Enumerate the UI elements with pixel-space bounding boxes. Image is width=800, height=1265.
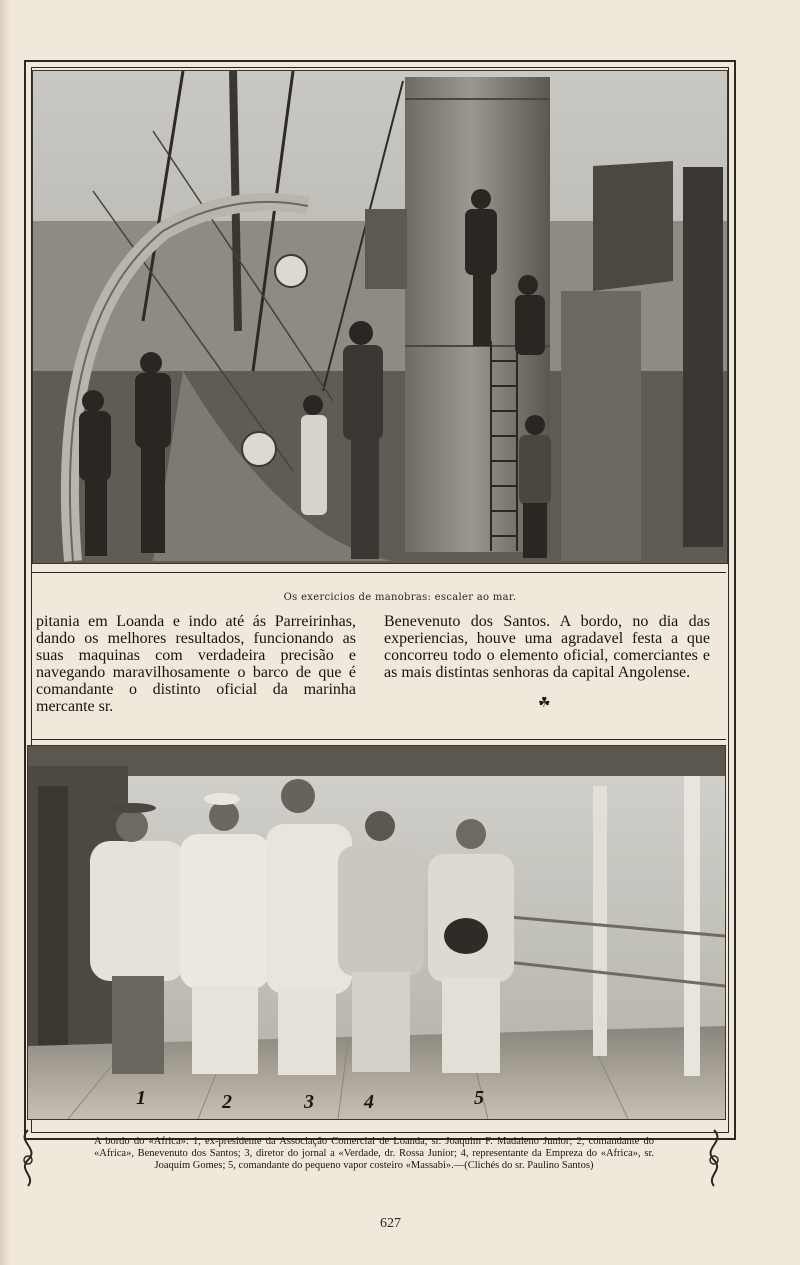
page-number: 627 (380, 1216, 401, 1231)
page-edge-shadow (0, 0, 10, 1265)
top-photo-ship-manoeuvres (32, 70, 728, 564)
figure-number-1: 1 (136, 1087, 146, 1109)
figure-number-5: 5 (474, 1087, 484, 1109)
bottom-photo-group-on-deck (27, 745, 726, 1120)
top-photo-illustration (33, 71, 727, 563)
top-photo-caption: Os exercicios de manobras: escaler ao mar. (283, 592, 517, 603)
left-corner-ornament-icon (14, 1128, 42, 1188)
figure-number-2: 2 (222, 1091, 232, 1113)
figure-number-3: 3 (304, 1091, 314, 1113)
article-left-column: pitania em Loanda e indo até ás Parreirinhas, dando os melhores resultados, funcionando as suas maquinas com verdadeira precisão e navegando maravilhosamente o barco de que é comandante o distinto oficial da marinha mercante sr. (36, 613, 356, 715)
clover-end-mark-icon: ☘ (538, 695, 551, 711)
article-right-column: Benevenuto dos Santos. A bordo, no dia das experiencias, houve uma agradavel festa a que concorreu todo o elemento oficial, comerciantes e as mais distintas senhoras da capital Angolense. (384, 613, 710, 681)
figure-number-4: 4 (364, 1091, 374, 1113)
bottom-photo-illustration (28, 746, 725, 1119)
right-corner-ornament-icon (700, 1128, 728, 1188)
bottom-photo-caption: A bordo do «Africa»: 1, ex-presidente da Associação Comercial de Loanda, sr. Joaquim F. Madaleno Junior; 2, comandante do «Africa», Benevenuto dos Santos; 3, diretor do jornal a «Verdade, dr. Rossa Junior; 4, representante da Empreza do «Africa», sr. Joaquim Gomes; 5, comandante do pequeno vapor costeiro «Massabi».—(Clichés do sr. Paulino Santos) (94, 1136, 654, 1171)
